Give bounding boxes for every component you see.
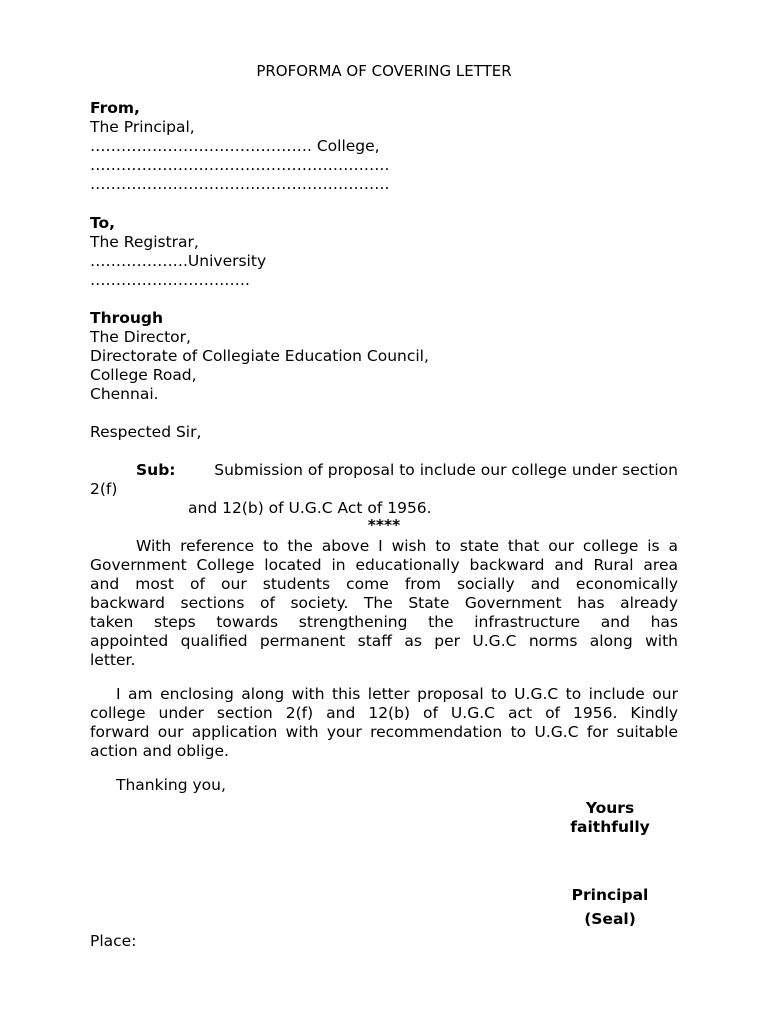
document-title: PROFORMA OF COVERING LETTER	[256, 62, 512, 80]
paragraph-line: appointed qualified permanent staff as per U.G.C norms along with	[90, 632, 678, 650]
subject-text: Submission of proposal to include our college under section	[214, 461, 678, 479]
through-heading: Through	[90, 309, 164, 327]
paragraph-2	[90, 685, 678, 761]
from-line: ………………………………………………….	[90, 156, 390, 174]
paragraph-line: Government College located in educationally backward and Rural area	[90, 556, 678, 574]
paragraph-line: With reference to the above I wish to state that our college is a	[136, 537, 678, 555]
to-line: ………………………….	[90, 271, 250, 289]
subject-block	[90, 461, 678, 532]
letter-page	[90, 0, 678, 1024]
paragraph-line: taken steps towards strengthening the infrastructure and has	[90, 613, 678, 631]
thanks-line: Thanking you,	[116, 776, 226, 794]
subject-continued: and 12(b) of U.G.C Act of 1956.	[188, 499, 432, 517]
paragraph-line: forward our application with your recommendation to U.G.C for suitable	[90, 723, 678, 741]
through-line: Chennai.	[90, 385, 159, 403]
subject-line	[90, 461, 678, 480]
paragraph-line: backward sections of society. The State Government has already	[90, 594, 678, 612]
paragraph-line: and most of our students come from socially and economically	[90, 575, 678, 593]
to-line: ……………….University	[90, 252, 267, 270]
from-line: The Principal,	[90, 118, 195, 136]
closing-line: faithfully	[570, 818, 650, 836]
closing-line: Yours	[585, 799, 635, 817]
to-block	[90, 214, 266, 290]
place-label: Place:	[90, 932, 137, 950]
subject-separator: ****	[367, 516, 401, 534]
from-block	[90, 99, 389, 194]
from-line: ……………………………………. College,	[90, 137, 380, 155]
through-line: Directorate of Collegiate Education Council,	[90, 347, 429, 365]
paragraph-line: I am enclosing along with this letter proposal to U.G.C to include our	[116, 685, 678, 703]
from-heading: From,	[90, 99, 140, 117]
through-line: The Director,	[90, 328, 191, 346]
paragraph-1	[90, 537, 678, 670]
signature-title: Principal	[571, 886, 649, 904]
paragraph-line: letter.	[90, 651, 136, 669]
subject-label: Sub:	[136, 461, 176, 479]
salutation: Respected Sir,	[90, 423, 202, 441]
seal-label: (Seal)	[584, 910, 636, 928]
from-line: ………………………………………………….	[90, 175, 390, 193]
through-line: College Road,	[90, 366, 197, 384]
paragraph-line: action and oblige.	[90, 742, 229, 760]
to-line: The Registrar,	[90, 233, 199, 251]
subject-wrap: 2(f)	[90, 480, 118, 498]
to-heading: To,	[90, 214, 116, 232]
through-block	[90, 309, 429, 404]
paragraph-line: college under section 2(f) and 12(b) of U.G.C act of 1956. Kindly	[90, 704, 678, 722]
